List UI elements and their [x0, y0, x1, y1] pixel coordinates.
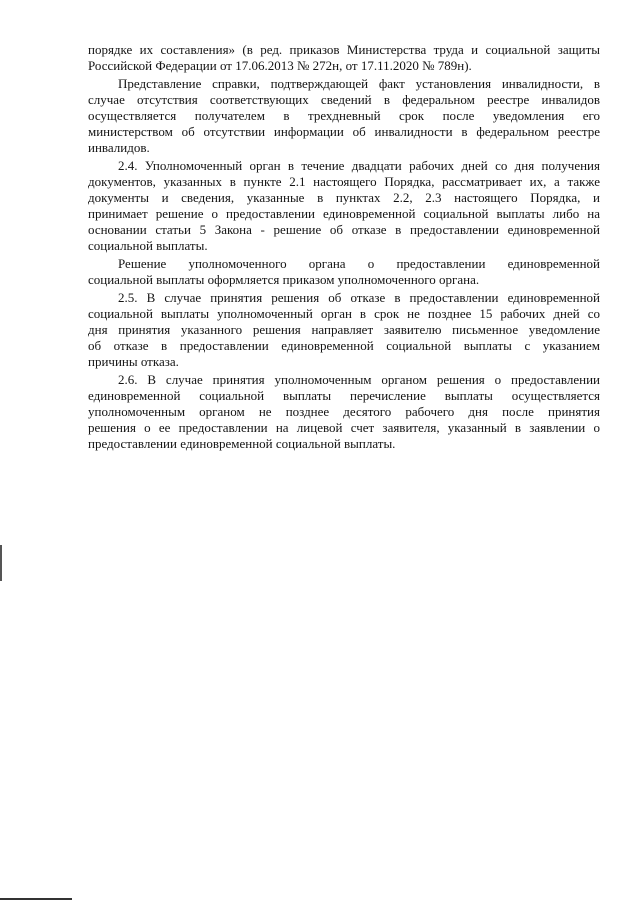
- text-line: основании статьи 5 Закона - решение об отказе в предоставлении единовременной: [88, 222, 600, 237]
- text-line: Представление справки, подтверждающей факт установления инвалидности, в: [118, 76, 600, 91]
- text-line: уполномоченным органом не позднее десятого рабочего дня после принятия: [88, 404, 600, 419]
- text-line: министерством об отсутствии информации об инвалидности в федеральном реестре: [88, 124, 600, 139]
- text-line: принимает решение о предоставлении единовременной социальной выплаты либо на: [88, 206, 600, 221]
- text-line: инвалидов.: [88, 140, 150, 155]
- scan-artifact-left-edge: [0, 545, 2, 581]
- text-line: порядке их составления» (в ред. приказов Министерства труда и социальной защиты: [88, 42, 600, 57]
- text-line: 2.4. Уполномоченный орган в течение двадцати рабочих дней со дня получения: [118, 158, 600, 173]
- text-line: документов, указанных в пункте 2.1 настоящего Порядка, рассматривает их, а также: [88, 174, 600, 189]
- text-line: социальной выплаты.: [88, 238, 208, 253]
- text-line: причины отказа.: [88, 354, 179, 369]
- text-line: Решение уполномоченного органа о предоставлении единовременной: [118, 256, 600, 271]
- paragraph-decision: [88, 256, 600, 288]
- text-line: социальной выплаты уполномоченный орган в срок не позднее 15 рабочих дней со: [88, 306, 600, 321]
- text-line: 2.5. В случае принятия решения об отказе в предоставлении единовременной: [118, 290, 600, 305]
- text-line: случае отсутствия соответствующих сведений в федеральном реестре инвалидов: [88, 92, 600, 107]
- paragraph-disability-certificate: [88, 76, 600, 156]
- text-line: социальной выплаты оформляется приказом уполномоченного органа.: [88, 272, 480, 287]
- document-body: [88, 42, 600, 452]
- paragraph-2-6: [88, 372, 600, 452]
- text-line: Российской Федерации от 17.06.2013 № 272н, от 17.11.2020 № 789н).: [88, 58, 472, 73]
- paragraph-2-5: [88, 290, 600, 370]
- text-line: осуществляется получателем в трехдневный срок после уведомления его: [88, 108, 600, 123]
- text-line: документы и сведения, указанные в пунктах 2.2, 2.3 настоящего Порядка, и: [88, 190, 600, 205]
- scan-artifact-bottom-edge: [0, 898, 72, 900]
- text-line: решения о ее предоставлении на лицевой счет заявителя, указанный в заявлении о: [88, 420, 600, 435]
- text-line: 2.6. В случае принятия уполномоченным органом решения о предоставлении: [118, 372, 600, 387]
- text-line: предоставлении единовременной социальной выплаты.: [88, 436, 396, 451]
- paragraph-2-4: [88, 158, 600, 254]
- paragraph-continuation: [88, 42, 600, 74]
- text-line: об отказе в предоставлении единовременной социальной выплаты с указанием: [88, 338, 600, 353]
- text-line: дня принятия указанного решения направляет заявителю письменное уведомление: [88, 322, 600, 337]
- text-line: единовременной социальной выплаты перечисление выплаты осуществляется: [88, 388, 600, 403]
